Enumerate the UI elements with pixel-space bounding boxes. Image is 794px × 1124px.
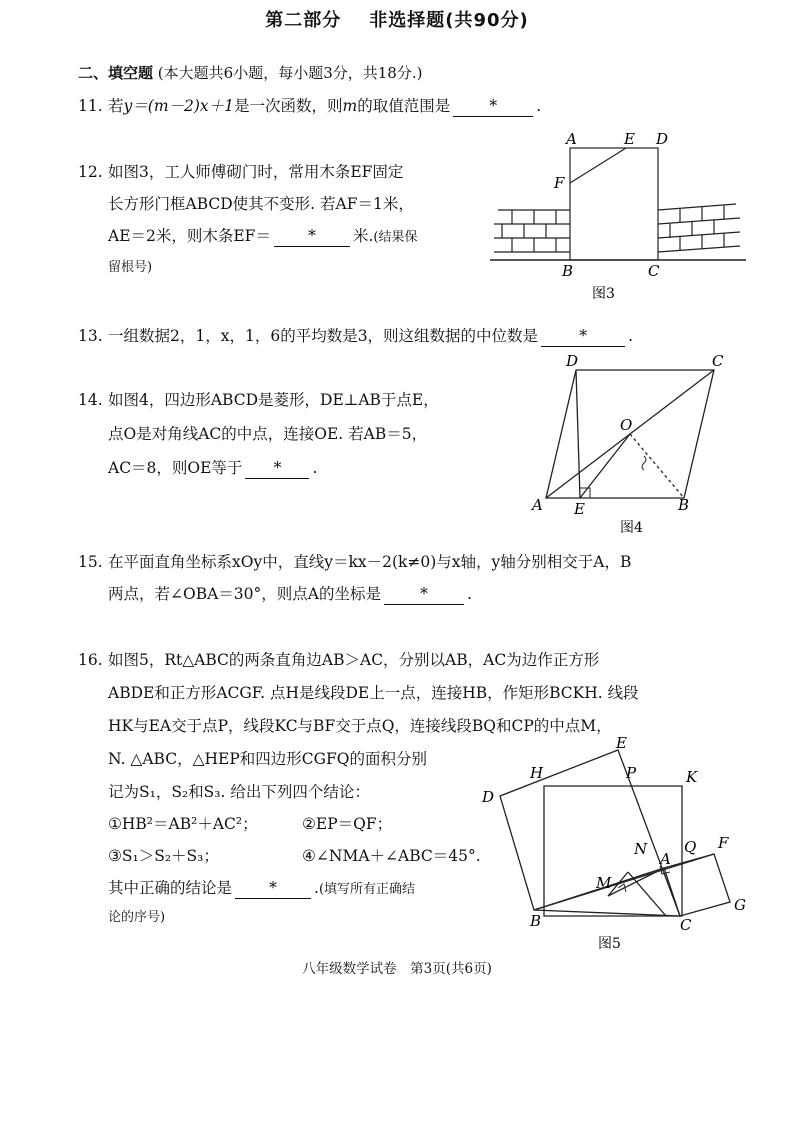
answer-blank-11[interactable]: * xyxy=(453,96,533,117)
q14-line: 如图4，四边形ABCD是菱形，DE⊥AB于点E， xyxy=(108,391,439,409)
segment-bf xyxy=(534,854,714,910)
conclusion-4: ④∠NMA＋∠ABC＝45°. xyxy=(302,847,481,865)
q11-expression: y＝(m－2)x＋1 xyxy=(123,97,235,115)
question-number: 16. xyxy=(78,651,103,669)
question-number: 14. xyxy=(78,391,103,409)
q12-note: (结果保 xyxy=(373,230,418,245)
label-q: Q xyxy=(684,838,697,856)
square-acgf xyxy=(664,854,730,916)
part-title xyxy=(0,6,794,32)
figure-3 xyxy=(490,128,750,304)
conclusion-2: ②EP＝QF； xyxy=(302,815,393,833)
figure-5 xyxy=(478,736,758,954)
q16-line: 记为S₁，S₂和S₃. 给出下列四个结论： xyxy=(108,783,370,801)
answer-blank-16[interactable]: * xyxy=(235,878,311,899)
brick-wall-left xyxy=(494,210,570,252)
question-number: 11. xyxy=(78,97,103,115)
q15-period: . xyxy=(466,585,472,603)
label-e: E xyxy=(574,500,585,518)
answer-blank-14[interactable]: * xyxy=(245,458,309,479)
label-k: K xyxy=(686,768,698,786)
answer-blank-12[interactable]: * xyxy=(274,226,350,247)
q11-period: . xyxy=(536,97,542,115)
label-f: F xyxy=(554,174,565,192)
q15-text: 两点，若∠OBA＝30°，则点A的坐标是 xyxy=(108,585,381,603)
q11-text: 的取值范围是 xyxy=(357,97,451,115)
page-footer: 八年级数学试卷 第3页(共6页) xyxy=(302,961,492,977)
q12-note: 留根号) xyxy=(108,260,153,275)
label-g: G xyxy=(734,896,746,914)
section-desc: (本大题共6小题，每小题3分，共18分.) xyxy=(157,64,423,82)
q16-text: . xyxy=(314,879,319,897)
door-frame-abcd xyxy=(570,148,658,260)
label-c: C xyxy=(712,352,724,370)
label-e: E xyxy=(624,130,635,148)
q14-period: . xyxy=(312,459,318,477)
label-f: F xyxy=(718,834,729,852)
label-b: B xyxy=(530,912,542,930)
figure-5-caption: 图5 xyxy=(598,936,621,952)
q16-line-8 xyxy=(108,872,415,906)
figure-4-caption: 图4 xyxy=(620,520,643,536)
q12-text: 米. xyxy=(352,227,374,245)
part-subtitle: 非选择题(共90分) xyxy=(369,10,529,31)
q16-line: 如图5，Rt△ABC的两条直角边AB＞AC，分别以AB，AC为边作正方形 xyxy=(108,651,600,669)
label-d: D xyxy=(482,788,495,806)
conclusion-3: ③S₁＞S₂＋S₃； xyxy=(108,847,219,865)
label-c: C xyxy=(680,916,692,934)
q16-line: HK与EA交于点P，线段KC与BF交于点Q，连接线段BQ和CP的中点M， xyxy=(108,717,612,735)
q16-text: 其中正确的结论是 xyxy=(108,879,233,897)
label-d: D xyxy=(566,352,579,370)
q16-line: ABDE和正方形ACGF. 点H是线段DE上一点，连接HB，作矩形BCKH. 线段 xyxy=(108,684,639,702)
segment-cp-part xyxy=(628,872,666,916)
question-number: 12. xyxy=(78,163,103,181)
brick-wall-right xyxy=(658,204,740,252)
q13-text: 一组数据2，1，x，1，6的平均数是3，则这组数据的中位数是 xyxy=(108,327,539,345)
q12-line-3 xyxy=(108,220,417,254)
q14-line: 点O是对角线AC的中点，连接OE. 若AB＝5， xyxy=(108,425,428,443)
segment-ob-dashed xyxy=(630,434,684,498)
q15-line-2 xyxy=(108,578,472,610)
q12-line: 如图3，工人师傅砌门时，常用木条EF固定 xyxy=(108,163,404,181)
q11-text: 是一次函数，则 xyxy=(234,97,343,115)
q16-note: 论的序号) xyxy=(108,910,166,925)
label-a: A xyxy=(532,496,543,514)
label-o: O xyxy=(620,416,633,434)
label-a: A xyxy=(660,850,671,868)
question-11 xyxy=(78,90,541,122)
section-heading xyxy=(78,62,422,83)
segment-ma xyxy=(608,868,664,896)
q11-text: 若 xyxy=(108,97,124,115)
q14-line-3 xyxy=(108,452,317,484)
question-number: 15. xyxy=(78,553,103,571)
square-abde xyxy=(500,750,680,916)
question-12 xyxy=(78,156,403,188)
question-number: 13. xyxy=(78,327,103,345)
label-m: M xyxy=(596,874,612,892)
answer-blank-13[interactable]: * xyxy=(541,326,625,347)
question-16 xyxy=(78,644,599,676)
label-b: B xyxy=(678,496,690,514)
label-e: E xyxy=(616,736,627,752)
question-14 xyxy=(78,384,439,416)
q16-note: (填写所有正确结 xyxy=(318,882,416,897)
figure-3-caption: 图3 xyxy=(592,286,615,302)
answer-blank-15[interactable]: * xyxy=(384,584,464,605)
q12-text: AE＝2米，则木条EF＝ xyxy=(108,227,271,245)
question-15 xyxy=(78,546,631,578)
q15-line: 在平面直角坐标系xOy中，直线y＝kx－2(k≠0)与x轴，y轴分别相交于A，B xyxy=(108,553,632,571)
figure-4 xyxy=(528,348,728,538)
q13-period: . xyxy=(628,327,633,345)
squiggle-mark xyxy=(642,456,646,470)
label-c: C xyxy=(648,262,660,280)
label-h: H xyxy=(530,764,544,782)
label-p: P xyxy=(626,764,637,782)
label-b: B xyxy=(562,262,574,280)
q12-line: 长方形门框ABCD使其不变形. 若AF＝1米， xyxy=(108,195,414,213)
q16-line: N. △ABC，△HEP和四边形CGFQ的面积分别 xyxy=(108,750,427,768)
section-label: 二、填空题 xyxy=(78,64,154,82)
label-d: D xyxy=(656,130,669,148)
segment-de xyxy=(576,370,580,498)
label-n: N xyxy=(634,840,648,858)
label-a: A xyxy=(566,130,577,148)
q14-text: AC＝8，则OE等于 xyxy=(108,459,243,477)
conclusion-1: ①HB²＝AB²＋AC²； xyxy=(108,815,258,833)
part-label: 第二部分 xyxy=(265,10,342,31)
q11-variable: m xyxy=(342,97,358,115)
